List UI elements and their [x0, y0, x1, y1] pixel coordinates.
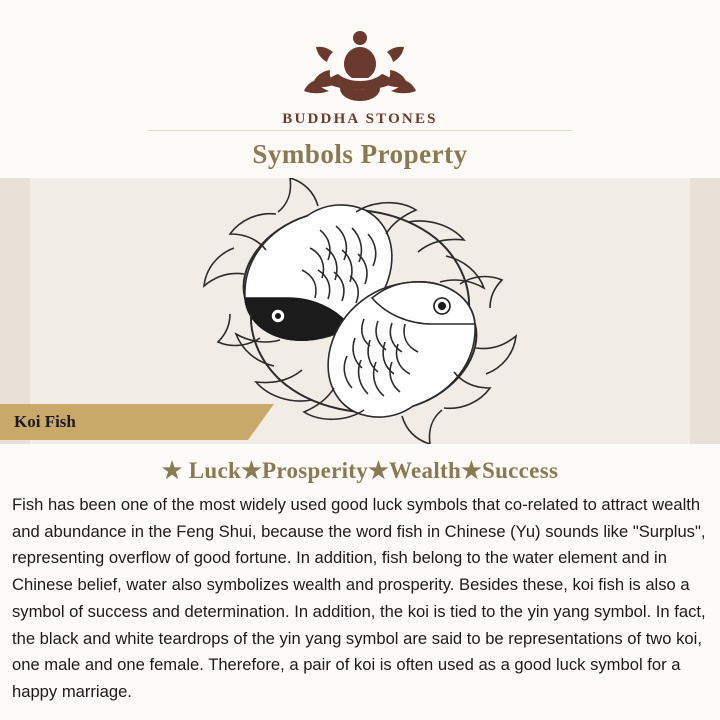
- caption-ribbon: [0, 404, 248, 440]
- description-paragraph: Fish has been one of the most widely used good luck symbols that co-related to attract wealth and abundance in the Feng Shui, because the word fish in Chinese (Yu) sounds like "Surplus", representing overflow of good fortune. In addition, fish belong to the water element and in Chinese belief, water also symbolizes wealth and prosperity. Besides these, koi fish is also a symbol of success and determination. In addition, the koi is tied to the yin yang symbol. In fact, the black and white teardrops of the yin yang symbol are said to be representations of two koi, one male and one female. Therefore, a pair of koi is often used as a good luck symbol for a happy marriage.: [12, 495, 706, 701]
- caption-ribbon-tail: [248, 404, 274, 440]
- keywords-line: ★ Luck★Prosperity★Wealth★Success: [161, 458, 559, 483]
- brand-name: BUDDHA STONES: [282, 111, 438, 127]
- side-band-right: [690, 178, 720, 444]
- caption-label: Koi Fish: [14, 412, 76, 431]
- brand-logo: [0, 24, 720, 128]
- description-section: [0, 444, 720, 720]
- title-banner: [148, 130, 572, 179]
- lotus-meditation-icon: [0, 24, 720, 107]
- page-title: Symbols Property: [252, 139, 468, 169]
